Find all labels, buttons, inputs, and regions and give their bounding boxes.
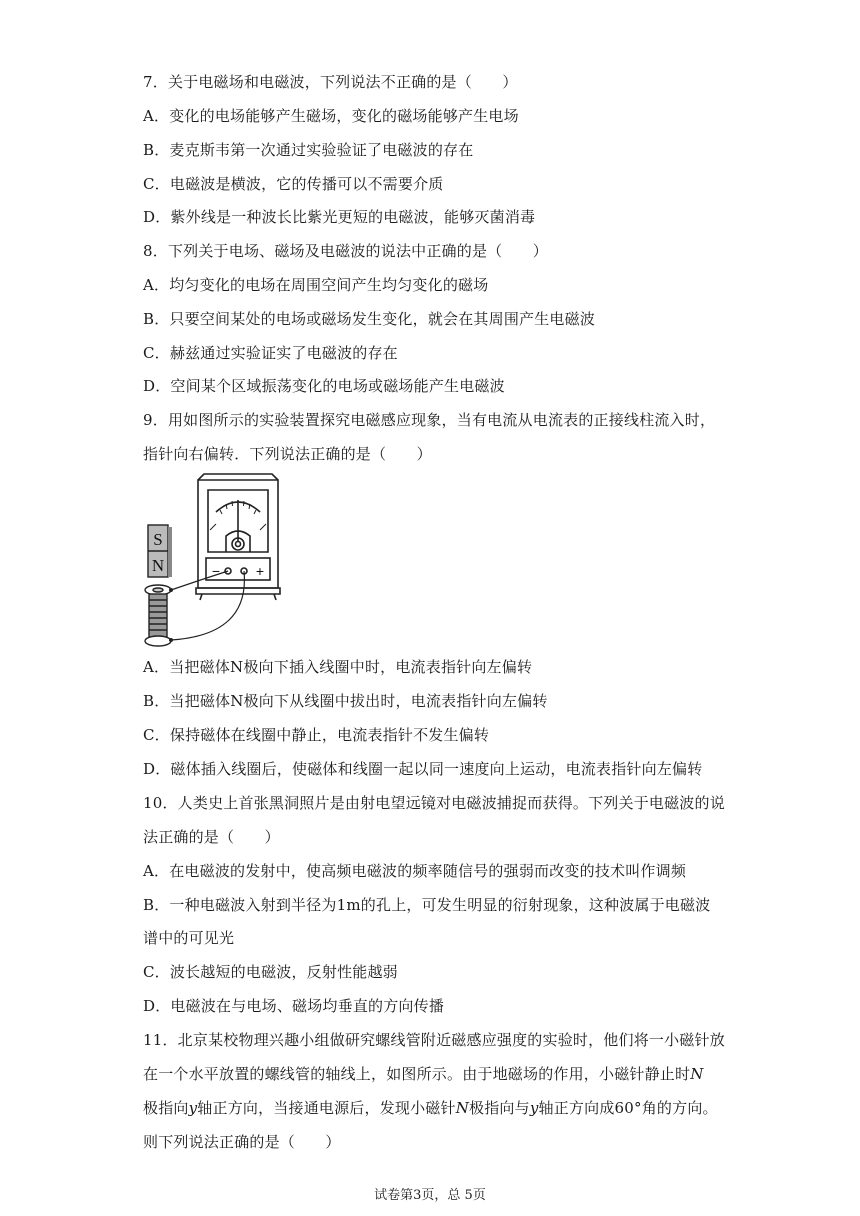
q10-option-b-cont: 谱中的可见光 xyxy=(143,929,235,947)
magnet-s-label: S xyxy=(153,530,163,549)
q11-line-2: 在一个水平放置的螺线管的轴线上，如图所示。由于地磁场的作用，小磁针静止时N xyxy=(143,1065,704,1083)
q10-option-d: D．电磁波在与电场、磁场均垂直的方向传播 xyxy=(143,997,445,1015)
meter-base xyxy=(196,588,280,594)
q8-stem: 8．下列关于电场、磁场及电磁波的说法中正确的是（ ） xyxy=(143,242,548,260)
q11-line-1: 11．北京某校物理兴趣小组做研究螺线管附近磁感应强度的实验时，他们将一小磁针放 xyxy=(143,1031,725,1049)
q9-figure xyxy=(140,470,290,655)
meter-plus-label: + xyxy=(255,563,265,579)
q7-option-c: C．电磁波是横波，它的传播可以不需要介质 xyxy=(143,175,444,193)
magnet-n-label: N xyxy=(151,556,165,575)
q9-option-b: B．当把磁体N极向下从线圈中拔出时，电流表指针向左偏转 xyxy=(143,692,548,710)
q9-option-a: A．当把磁体N极向下插入线圈中时，电流表指针向左偏转 xyxy=(143,658,533,676)
q10-option-b: B．一种电磁波入射到半径为1m的孔上，可发生明显的衍射现象，这种波属于电磁波 xyxy=(143,896,711,914)
q11-line-3: 极指向y轴正方向，当接通电源后，发现小磁针N极指向与y轴正方向成60°角的方向。 xyxy=(143,1099,718,1117)
q8-option-c: C．赫兹通过实验证实了电磁波的存在 xyxy=(143,344,398,362)
q11-line-4: 则下列说法正确的是（ ） xyxy=(143,1133,341,1151)
page-footer: 试卷第3页，总 5页 xyxy=(374,1188,486,1203)
q9-option-c: C．保持磁体在线圈中静止，电流表指针不发生偏转 xyxy=(143,726,490,744)
wires xyxy=(171,571,244,640)
meter-leg-left xyxy=(200,594,202,600)
meter-top-edge xyxy=(198,474,278,480)
q8-option-a: A．均匀变化的电场在周围空间产生均匀变化的磁场 xyxy=(143,276,489,294)
q9-stem-line-2: 指针向右偏转．下列说法正确的是（ ） xyxy=(143,445,432,463)
q11-n-symbol: N xyxy=(690,1065,704,1083)
meter-leg-right xyxy=(274,594,276,600)
q10-option-c: C．波长越短的电磁波，反射性能越弱 xyxy=(143,963,398,981)
galvanometer-coil-diagram xyxy=(140,470,290,655)
q9-stem-line-1: 9．用如图所示的实验装置探究电磁感应现象，当有电流从电流表的正接线柱流入时， xyxy=(143,411,716,429)
q9-option-d: D．磁体插入线圈后，使磁体和线圈一起以同一速度向上运动，电流表指针向左偏转 xyxy=(143,760,703,778)
coil xyxy=(145,585,171,646)
q10-stem-line-2: 法正确的是（ ） xyxy=(143,828,280,846)
meter-minus-label: − xyxy=(211,563,221,579)
q7-option-d: D．紫外线是一种波长比紫光更短的电磁波，能够灭菌消毒 xyxy=(143,208,536,226)
q8-option-d: D．空间某个区域振荡变化的电场或磁场能产生电磁波 xyxy=(143,377,505,395)
q10-option-a: A．在电磁波的发射中，使高频电磁波的频率随信号的强弱而改变的技术叫作调频 xyxy=(143,862,687,880)
q7-option-a: A．变化的电场能够产生磁场，变化的磁场能够产生电场 xyxy=(143,107,519,125)
q8-option-b: B．只要空间某处的电场或磁场发生变化，就会在其周围产生电磁波 xyxy=(143,310,596,328)
meter-pivot-inner xyxy=(236,542,241,547)
q10-stem-line-1: 10．人类史上首张黑洞照片是由射电望远镜对电磁波捕捉而获得。下列关于电磁波的说 xyxy=(143,794,725,812)
q7-option-b: B．麦克斯韦第一次通过实验验证了电磁波的存在 xyxy=(143,141,474,159)
q7-stem: 7．关于电磁场和电磁波，下列说法不正确的是（ ） xyxy=(143,73,518,91)
